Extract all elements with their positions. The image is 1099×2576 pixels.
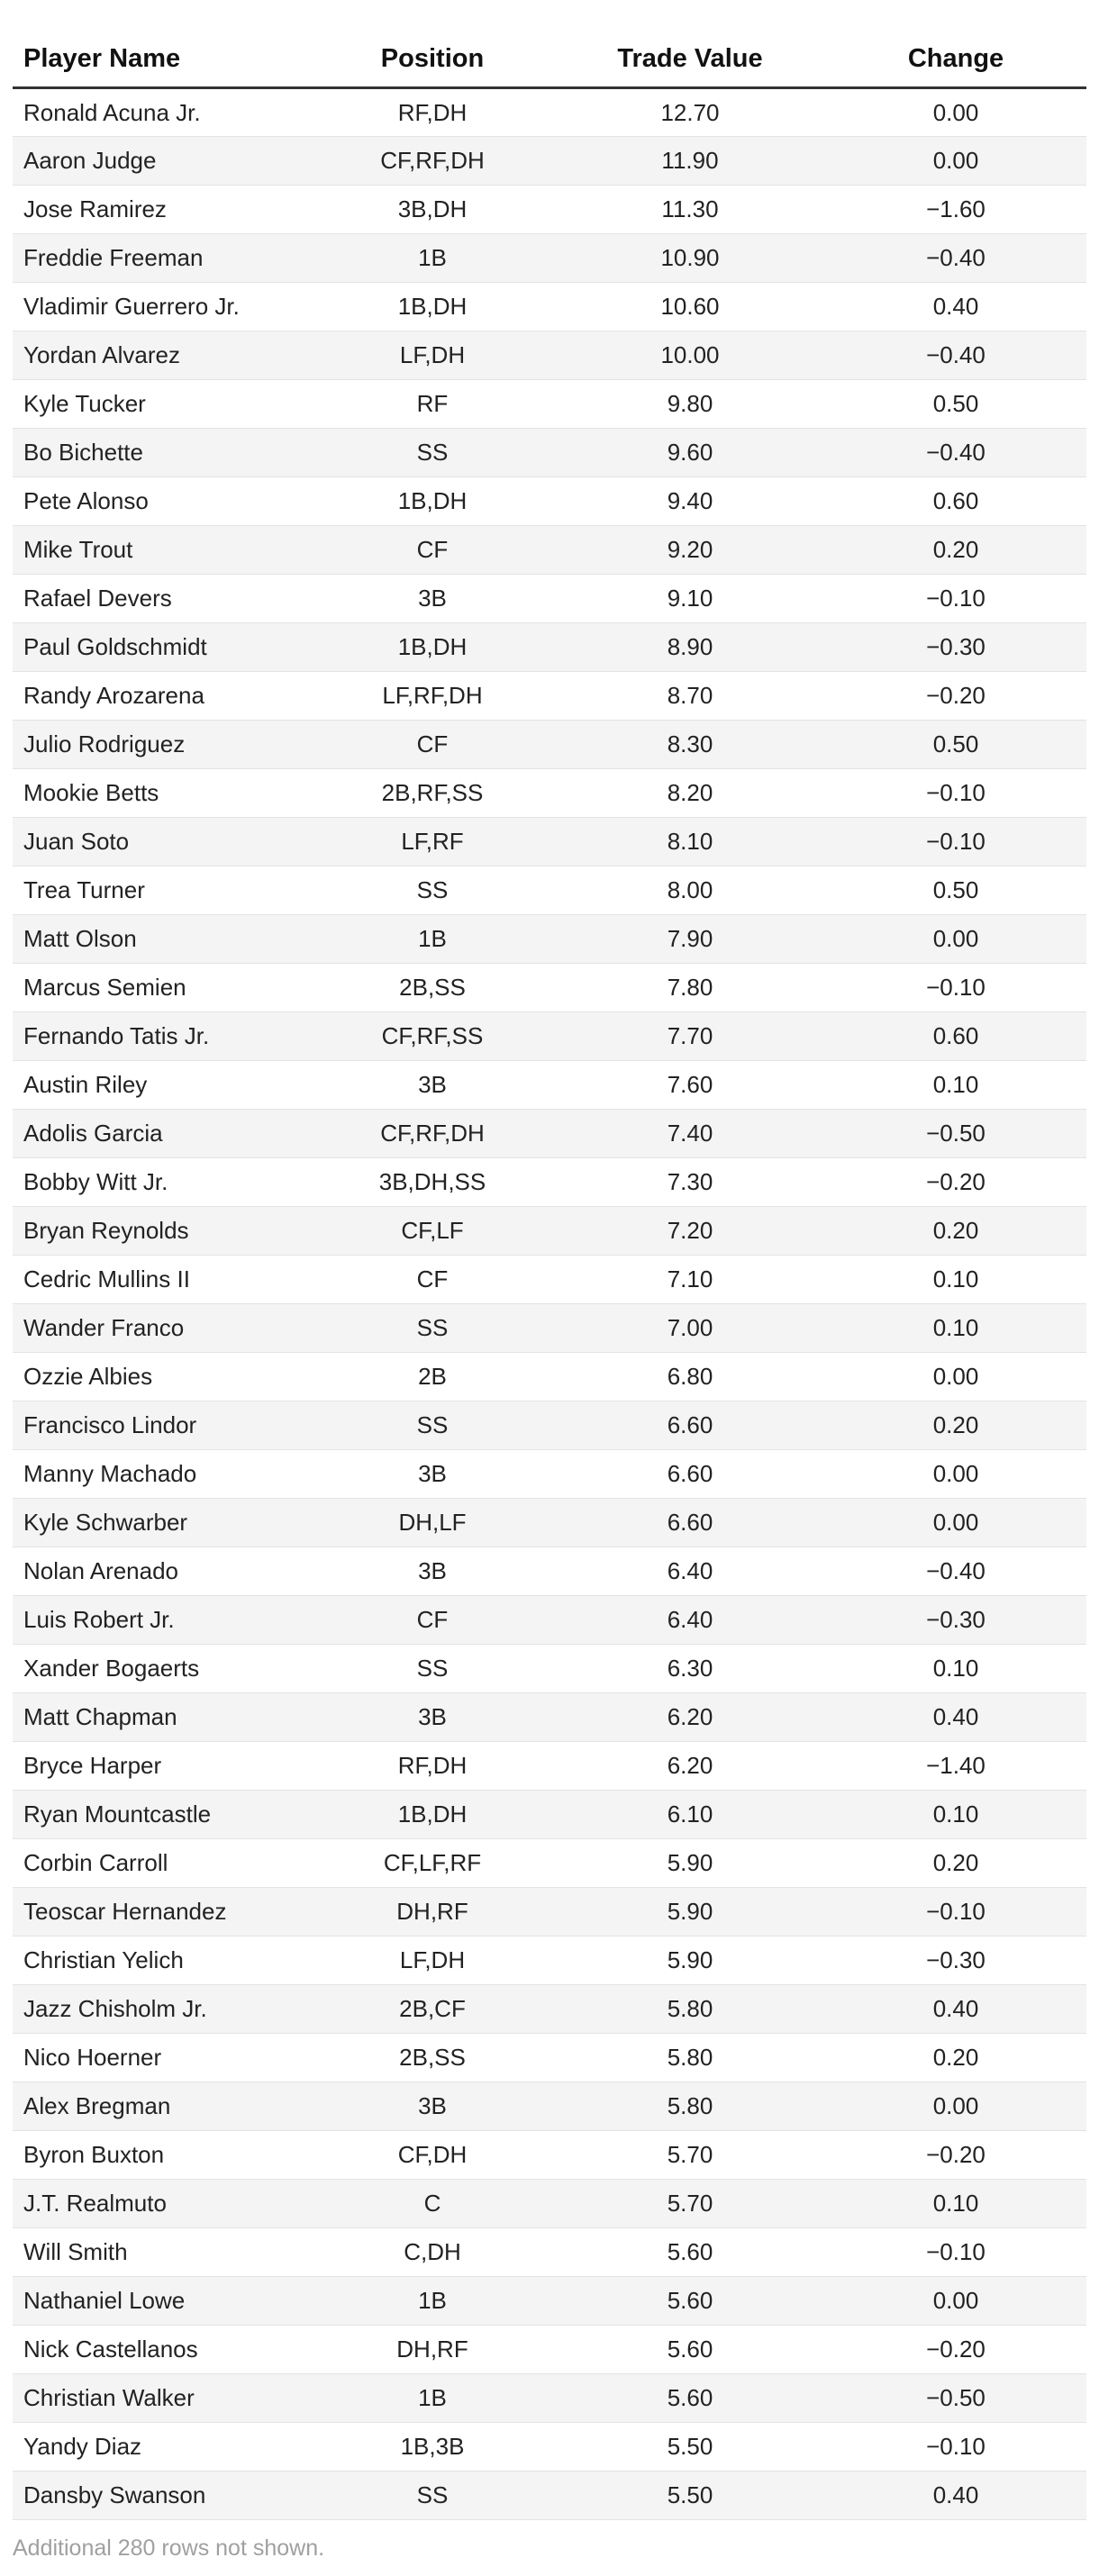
position-cell: 3B,DH <box>310 186 555 234</box>
change-cell: 0.00 <box>825 915 1086 964</box>
change-cell: 0.60 <box>825 477 1086 526</box>
change-cell: −0.50 <box>825 1110 1086 1158</box>
player-name-cell: Julio Rodriguez <box>13 721 310 769</box>
table-row <box>13 1742 1086 1791</box>
player-name-cell: Kyle Tucker <box>13 380 310 429</box>
trade-value-cell: 7.60 <box>555 1061 825 1110</box>
trade-value-cell: 6.30 <box>555 1645 825 1693</box>
change-cell: 0.20 <box>825 2034 1086 2082</box>
change-cell: −1.60 <box>825 186 1086 234</box>
player-name-cell: Nathaniel Lowe <box>13 2277 310 2326</box>
table-row <box>13 1937 1086 1985</box>
position-cell: 3B,DH,SS <box>310 1158 555 1207</box>
change-cell: 0.10 <box>825 1791 1086 1839</box>
change-cell: 0.10 <box>825 2180 1086 2228</box>
trade-value-cell: 6.60 <box>555 1499 825 1547</box>
change-cell: 0.60 <box>825 1012 1086 1061</box>
position-cell: 1B <box>310 234 555 283</box>
change-cell: 0.40 <box>825 283 1086 331</box>
player-name-cell: Xander Bogaerts <box>13 1645 310 1693</box>
position-cell: 3B <box>310 1547 555 1596</box>
trade-value-cell: 8.10 <box>555 818 825 866</box>
position-cell: CF,RF,DH <box>310 1110 555 1158</box>
table-row <box>13 2131 1086 2180</box>
trade-value-cell: 5.80 <box>555 2082 825 2131</box>
table-row <box>13 1791 1086 1839</box>
trade-value-cell: 12.70 <box>555 88 825 137</box>
trade-value-cell: 7.80 <box>555 964 825 1012</box>
column-header-position[interactable]: Position <box>310 31 555 88</box>
position-cell: 2B,SS <box>310 2034 555 2082</box>
change-cell: 0.20 <box>825 1207 1086 1256</box>
change-cell: −0.20 <box>825 2326 1086 2374</box>
table-row <box>13 2423 1086 2472</box>
trade-value-cell: 7.20 <box>555 1207 825 1256</box>
position-cell: CF <box>310 526 555 575</box>
position-cell: SS <box>310 1401 555 1450</box>
position-cell: 3B <box>310 1061 555 1110</box>
table-row <box>13 380 1086 429</box>
position-cell: 2B,CF <box>310 1985 555 2034</box>
change-cell: −0.20 <box>825 1158 1086 1207</box>
table-row <box>13 1547 1086 1596</box>
trade-value-cell: 5.60 <box>555 2374 825 2423</box>
trade-value-cell: 11.90 <box>555 137 825 186</box>
table-row <box>13 186 1086 234</box>
player-name-cell: Fernando Tatis Jr. <box>13 1012 310 1061</box>
change-cell: 0.10 <box>825 1304 1086 1353</box>
trade-value-cell: 7.70 <box>555 1012 825 1061</box>
change-cell: 0.00 <box>825 137 1086 186</box>
trade-value-cell: 6.20 <box>555 1742 825 1791</box>
change-cell: 0.00 <box>825 1450 1086 1499</box>
position-cell: SS <box>310 1645 555 1693</box>
trade-value-cell: 5.90 <box>555 1839 825 1888</box>
table-row <box>13 2326 1086 2374</box>
table-row <box>13 1985 1086 2034</box>
player-name-cell: Adolis Garcia <box>13 1110 310 1158</box>
player-name-cell: Luis Robert Jr. <box>13 1596 310 1645</box>
position-cell: CF,LF,RF <box>310 1839 555 1888</box>
trade-value-cell: 5.60 <box>555 2228 825 2277</box>
column-header-trade-value[interactable]: Trade Value <box>555 31 825 88</box>
player-name-cell: Francisco Lindor <box>13 1401 310 1450</box>
position-cell: DH,RF <box>310 1888 555 1937</box>
change-cell: −0.10 <box>825 964 1086 1012</box>
position-cell: 2B,SS <box>310 964 555 1012</box>
table-row <box>13 721 1086 769</box>
player-name-cell: Byron Buxton <box>13 2131 310 2180</box>
player-name-cell: Ronald Acuna Jr. <box>13 88 310 137</box>
position-cell: 1B,DH <box>310 623 555 672</box>
position-cell: CF <box>310 721 555 769</box>
change-cell: 0.00 <box>825 2277 1086 2326</box>
table-row <box>13 429 1086 477</box>
player-name-cell: Jazz Chisholm Jr. <box>13 1985 310 2034</box>
table-row <box>13 1353 1086 1401</box>
player-name-cell: Yandy Diaz <box>13 2423 310 2472</box>
position-cell: C,DH <box>310 2228 555 2277</box>
position-cell: 1B <box>310 2374 555 2423</box>
player-name-cell: Juan Soto <box>13 818 310 866</box>
change-cell: 0.40 <box>825 2472 1086 2520</box>
table-row <box>13 283 1086 331</box>
table-row <box>13 1304 1086 1353</box>
trade-value-cell: 9.40 <box>555 477 825 526</box>
change-cell: −0.10 <box>825 769 1086 818</box>
trade-value-cell: 6.10 <box>555 1791 825 1839</box>
trade-value-cell: 6.20 <box>555 1693 825 1742</box>
table-row <box>13 866 1086 915</box>
player-name-cell: Nick Castellanos <box>13 2326 310 2374</box>
player-name-cell: Randy Arozarena <box>13 672 310 721</box>
change-cell: −0.10 <box>825 2228 1086 2277</box>
trade-value-cell: 11.30 <box>555 186 825 234</box>
table-row <box>13 623 1086 672</box>
player-name-cell: Bobby Witt Jr. <box>13 1158 310 1207</box>
change-cell: 0.00 <box>825 88 1086 137</box>
trade-value-cell: 5.70 <box>555 2180 825 2228</box>
trade-value-cell: 5.70 <box>555 2131 825 2180</box>
position-cell: LF,RF,DH <box>310 672 555 721</box>
position-cell: 3B <box>310 2082 555 2131</box>
change-cell: 0.40 <box>825 1693 1086 1742</box>
change-cell: 0.00 <box>825 2082 1086 2131</box>
trade-value-cell: 5.60 <box>555 2326 825 2374</box>
player-name-cell: Wander Franco <box>13 1304 310 1353</box>
trade-value-cell: 5.50 <box>555 2423 825 2472</box>
player-name-cell: Dansby Swanson <box>13 2472 310 2520</box>
change-cell: 0.50 <box>825 380 1086 429</box>
player-name-cell: Will Smith <box>13 2228 310 2277</box>
header-row <box>13 31 1086 88</box>
table-row <box>13 1158 1086 1207</box>
player-name-cell: Pete Alonso <box>13 477 310 526</box>
trade-value-cell: 7.00 <box>555 1304 825 1353</box>
change-cell: 0.20 <box>825 1401 1086 1450</box>
player-name-cell: Matt Olson <box>13 915 310 964</box>
change-cell: 0.10 <box>825 1645 1086 1693</box>
table-row <box>13 1693 1086 1742</box>
trade-value-cell: 6.60 <box>555 1401 825 1450</box>
player-name-cell: Paul Goldschmidt <box>13 623 310 672</box>
change-cell: 0.20 <box>825 1839 1086 1888</box>
table-row <box>13 1888 1086 1937</box>
position-cell: 1B,DH <box>310 283 555 331</box>
player-name-cell: Aaron Judge <box>13 137 310 186</box>
rows-not-shown-note: Additional 280 rows not shown. <box>13 2535 325 2561</box>
table-row <box>13 1499 1086 1547</box>
trade-value-cell: 8.30 <box>555 721 825 769</box>
player-name-cell: Marcus Semien <box>13 964 310 1012</box>
player-name-cell: Matt Chapman <box>13 1693 310 1742</box>
table-row <box>13 2277 1086 2326</box>
player-name-cell: Christian Yelich <box>13 1937 310 1985</box>
table-row <box>13 818 1086 866</box>
table-row <box>13 1401 1086 1450</box>
change-cell: −0.10 <box>825 1888 1086 1937</box>
trade-value-cell: 10.90 <box>555 234 825 283</box>
player-name-cell: Austin Riley <box>13 1061 310 1110</box>
position-cell: 1B,DH <box>310 477 555 526</box>
change-cell: 0.50 <box>825 721 1086 769</box>
table-row <box>13 2034 1086 2082</box>
change-cell: −0.20 <box>825 2131 1086 2180</box>
trade-value-cell: 9.10 <box>555 575 825 623</box>
position-cell: RF <box>310 380 555 429</box>
position-cell: LF,RF <box>310 818 555 866</box>
table-row <box>13 331 1086 380</box>
table-row <box>13 2228 1086 2277</box>
table-row <box>13 672 1086 721</box>
trade-value-cell: 5.60 <box>555 2277 825 2326</box>
trade-value-cell: 7.40 <box>555 1110 825 1158</box>
table-body <box>13 88 1086 2520</box>
trade-value-cell: 8.90 <box>555 623 825 672</box>
position-cell: LF,DH <box>310 1937 555 1985</box>
change-cell: −0.30 <box>825 623 1086 672</box>
position-cell: SS <box>310 1304 555 1353</box>
position-cell: CF,DH <box>310 2131 555 2180</box>
trade-value-cell: 7.10 <box>555 1256 825 1304</box>
table-row <box>13 526 1086 575</box>
column-header-player-name[interactable]: Player Name <box>13 31 310 88</box>
table-header <box>13 31 1086 88</box>
player-name-cell: Bryan Reynolds <box>13 1207 310 1256</box>
table-row <box>13 769 1086 818</box>
position-cell: 2B <box>310 1353 555 1401</box>
position-cell: CF <box>310 1256 555 1304</box>
change-cell: −0.20 <box>825 672 1086 721</box>
trade-value-cell: 10.00 <box>555 331 825 380</box>
position-cell: SS <box>310 866 555 915</box>
player-name-cell: Mike Trout <box>13 526 310 575</box>
change-cell: −1.40 <box>825 1742 1086 1791</box>
table-row <box>13 1061 1086 1110</box>
trade-value-cell: 7.30 <box>555 1158 825 1207</box>
table-row <box>13 1596 1086 1645</box>
table-row <box>13 2082 1086 2131</box>
table-row <box>13 1450 1086 1499</box>
position-cell: 3B <box>310 575 555 623</box>
trade-value-cell: 6.60 <box>555 1450 825 1499</box>
trade-value-cell: 6.40 <box>555 1596 825 1645</box>
player-name-cell: Rafael Devers <box>13 575 310 623</box>
player-name-cell: Mookie Betts <box>13 769 310 818</box>
position-cell: 2B,RF,SS <box>310 769 555 818</box>
change-cell: 0.10 <box>825 1061 1086 1110</box>
player-name-cell: Trea Turner <box>13 866 310 915</box>
table-row <box>13 137 1086 186</box>
change-cell: −0.30 <box>825 1596 1086 1645</box>
player-name-cell: Freddie Freeman <box>13 234 310 283</box>
change-cell: 0.00 <box>825 1353 1086 1401</box>
trade-value-cell: 8.20 <box>555 769 825 818</box>
position-cell: 3B <box>310 1693 555 1742</box>
table-row <box>13 915 1086 964</box>
table-row <box>13 1256 1086 1304</box>
trade-value-cell: 9.20 <box>555 526 825 575</box>
table-row <box>13 1110 1086 1158</box>
position-cell: RF,DH <box>310 1742 555 1791</box>
change-cell: −0.40 <box>825 331 1086 380</box>
player-name-cell: Teoscar Hernandez <box>13 1888 310 1937</box>
player-name-cell: Alex Bregman <box>13 2082 310 2131</box>
change-cell: −0.40 <box>825 234 1086 283</box>
position-cell: 3B <box>310 1450 555 1499</box>
table-row <box>13 1207 1086 1256</box>
position-cell: CF,RF,SS <box>310 1012 555 1061</box>
player-name-cell: J.T. Realmuto <box>13 2180 310 2228</box>
change-cell: −0.40 <box>825 429 1086 477</box>
position-cell: SS <box>310 2472 555 2520</box>
trade-value-cell: 5.90 <box>555 1937 825 1985</box>
player-name-cell: Nolan Arenado <box>13 1547 310 1596</box>
trade-value-cell: 6.40 <box>555 1547 825 1596</box>
trade-value-cell: 5.80 <box>555 2034 825 2082</box>
table-row <box>13 964 1086 1012</box>
player-name-cell: Jose Ramirez <box>13 186 310 234</box>
table-row <box>13 1645 1086 1693</box>
table-row <box>13 2374 1086 2423</box>
change-cell: −0.10 <box>825 818 1086 866</box>
trade-value-cell: 9.80 <box>555 380 825 429</box>
position-cell: 1B,DH <box>310 1791 555 1839</box>
player-name-cell: Cedric Mullins II <box>13 1256 310 1304</box>
position-cell: C <box>310 2180 555 2228</box>
change-cell: −0.30 <box>825 1937 1086 1985</box>
position-cell: SS <box>310 429 555 477</box>
player-name-cell: Bo Bichette <box>13 429 310 477</box>
position-cell: LF,DH <box>310 331 555 380</box>
change-cell: −0.10 <box>825 575 1086 623</box>
change-cell: 0.10 <box>825 1256 1086 1304</box>
player-name-cell: Corbin Carroll <box>13 1839 310 1888</box>
player-name-cell: Bryce Harper <box>13 1742 310 1791</box>
change-cell: −0.40 <box>825 1547 1086 1596</box>
change-cell: 0.50 <box>825 866 1086 915</box>
position-cell: 1B <box>310 915 555 964</box>
player-name-cell: Nico Hoerner <box>13 2034 310 2082</box>
table-row <box>13 1012 1086 1061</box>
position-cell: 1B <box>310 2277 555 2326</box>
change-cell: −0.50 <box>825 2374 1086 2423</box>
position-cell: 1B,3B <box>310 2423 555 2472</box>
trade-value-cell: 8.70 <box>555 672 825 721</box>
trade-value-cell: 10.60 <box>555 283 825 331</box>
table-row <box>13 477 1086 526</box>
position-cell: RF,DH <box>310 88 555 137</box>
table-row <box>13 2472 1086 2520</box>
trade-value-cell: 9.60 <box>555 429 825 477</box>
player-name-cell: Kyle Schwarber <box>13 1499 310 1547</box>
player-name-cell: Yordan Alvarez <box>13 331 310 380</box>
trade-value-cell: 5.50 <box>555 2472 825 2520</box>
change-cell: 0.40 <box>825 1985 1086 2034</box>
trade-value-cell: 5.80 <box>555 1985 825 2034</box>
change-cell: 0.20 <box>825 526 1086 575</box>
position-cell: CF,LF <box>310 1207 555 1256</box>
player-name-cell: Manny Machado <box>13 1450 310 1499</box>
position-cell: CF,RF,DH <box>310 137 555 186</box>
trade-value-cell: 5.90 <box>555 1888 825 1937</box>
trade-value-table <box>13 31 1086 2520</box>
position-cell: DH,RF <box>310 2326 555 2374</box>
table-row <box>13 2180 1086 2228</box>
trade-value-cell: 7.90 <box>555 915 825 964</box>
table-row <box>13 1839 1086 1888</box>
trade-value-cell: 8.00 <box>555 866 825 915</box>
position-cell: CF <box>310 1596 555 1645</box>
trade-value-cell: 6.80 <box>555 1353 825 1401</box>
player-name-cell: Vladimir Guerrero Jr. <box>13 283 310 331</box>
column-header-change[interactable]: Change <box>825 31 1086 88</box>
position-cell: DH,LF <box>310 1499 555 1547</box>
change-cell: −0.10 <box>825 2423 1086 2472</box>
change-cell: 0.00 <box>825 1499 1086 1547</box>
player-name-cell: Christian Walker <box>13 2374 310 2423</box>
table-row <box>13 88 1086 137</box>
table-row <box>13 234 1086 283</box>
player-name-cell: Ryan Mountcastle <box>13 1791 310 1839</box>
table-row <box>13 575 1086 623</box>
player-name-cell: Ozzie Albies <box>13 1353 310 1401</box>
